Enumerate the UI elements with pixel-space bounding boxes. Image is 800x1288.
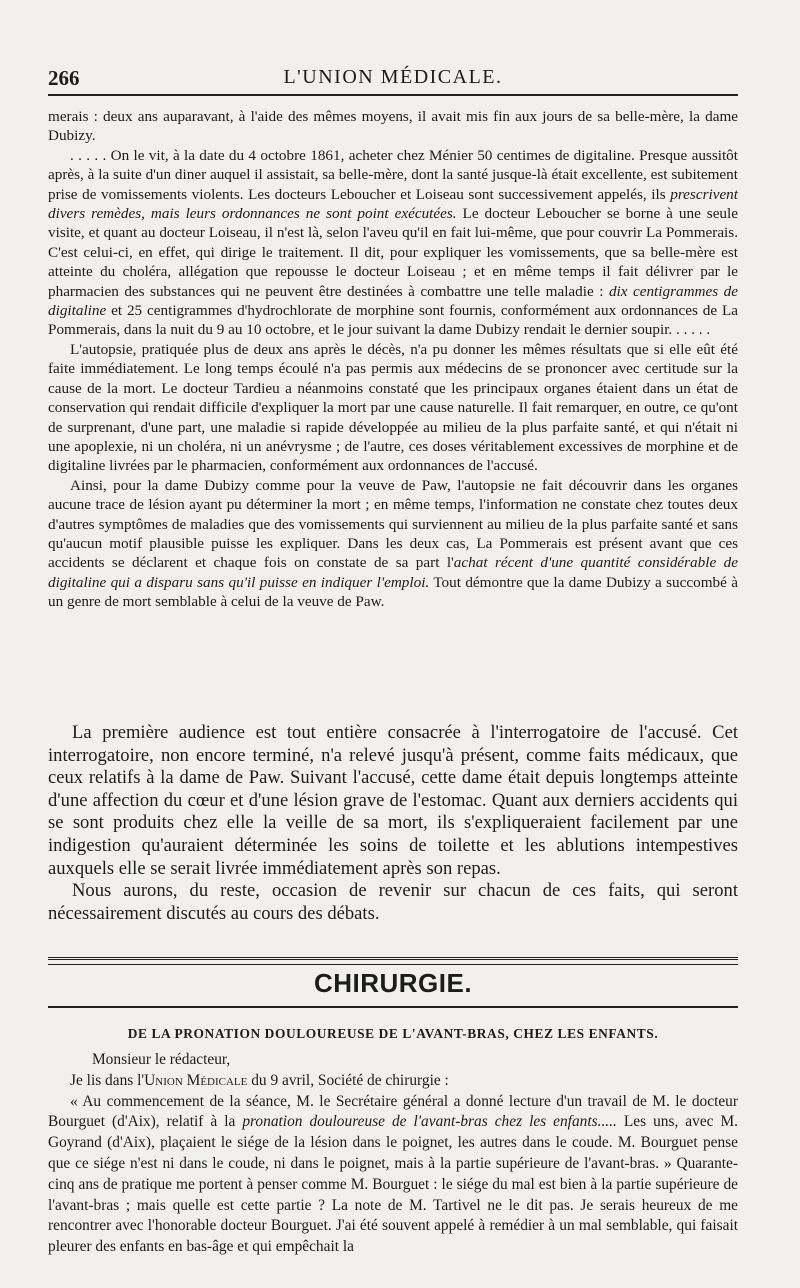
section-title: CHIRURGIE. xyxy=(313,968,473,998)
indictment-excerpt xyxy=(48,107,738,612)
paragraph-5: La première audience est tout entière consacrée à l'interrogatoire de l'accusé. Cet interrogatoire, non encore terminé, n'a relevé jusqu'à présent, comme faits médicaux, que ceux relatifs à la dame de Paw. Suivant l'accusé, cette dame était depuis longtemps atteinte d'une affection du cœur et d'une lésion grave de l'estomac. Quant aux derniers accidents qui se sont produits chez elle la veille de sa mort, ils s'expliqueraient facilement par une indigestion qu'auraient déterminée les soins de toilette et les ablutions intempestives auxquels elle se serait livrée immédiatement après son repas. xyxy=(48,722,738,879)
page-number: 266 xyxy=(48,66,80,90)
page-header xyxy=(48,64,738,92)
letter-line-1: Je lis dans l'Union Médicale du 9 avril, Société de chirurgie : xyxy=(70,1071,449,1089)
section-rule-bottom xyxy=(48,1006,738,1008)
section-rule-top xyxy=(48,957,738,965)
hearing-report xyxy=(48,722,738,925)
paragraph-3: L'autopsie, pratiquée plus de deux ans après le décès, n'a pu donner les mêmes résultats que si elle eût été faite immédiatement. Le long temps écoulé n'a pas permis aux médecins de se prononcer avec certitude sur la cause de la mort. Le docteur Tardieu a néanmoins constaté que les principaux organes étaient dans un état de conservation qui rendait difficile d'expliquer la mort par une cause naturelle. Il fait remarquer, en outre, ce qu'ont de surprenant, d'une part, une maladie si rapide développée au milieu de la plus parfaite santé, et qui n'était ni une apoplexie, ni un choléra, ni un anévrysme ; de l'autre, ces doses véritablement excessives de morphine et de digitaline livrées par le pharmacien, conformément aux ordonnances de l'accusé. xyxy=(48,340,738,475)
header-rule xyxy=(48,94,738,96)
paragraph-2: . . . . . On le vit, à la date du 4 octobre 1861, acheter chez Ménier 50 centimes de digitaline. Presque aussitôt après, à la suite d'un diner auquel il assistait, sa belle-mère, dont la santé jusque-là était excellente, est subitement prise de vomissements violents. Les docteurs Leboucher et Loiseau sont successivement appelés, ils prescrivent divers remèdes, mais leurs ordonnances ne sont point exécutées. Le docteur Leboucher se borne à une seule visite, et quant au docteur Loiseau, il n'est là, selon l'aveu qu'il en fait lui-même, que pour couvrir La Pommerais. C'est celui-ci, en effet, qui dirige le traitement. Il dit, pour expliquer les vomissements, que sa belle-mère est atteinte du choléra, allégation que repousse le docteur Loiseau ; et en même temps il fait délivrer par le pharmacien des substances qui ne peuvent être destinées à combattre une telle maladie : dix centigrammes de digitaline et 25 centigrammes d'hydrochlorate de morphine sont fournis, conformément aux ordonnances de La Pommerais, dans la nuit du 9 au 10 octobre, et le jour suivant la dame Dubizy rendait le dernier soupir. . . . . . xyxy=(48,146,739,339)
paragraph-1: merais : deux ans auparavant, à l'aide des mêmes moyens, il avait mis fin aux jours de sa belle-mère, la dame Dubizy. xyxy=(48,108,738,145)
paragraph-6: Nous aurons, du reste, occasion de revenir sur chacun de ces faits, qui seront nécessairement discutés au cours des débats. xyxy=(48,880,738,924)
letter-quote: « Au commencement de la séance, M. le Secrétaire général a donné lecture d'un travail de M. le docteur Bourguet (d'Aix), relatif à la pronation douloureuse de l'avant-bras chez les enfants..... Les uns, avec M. Goyrand (d'Aix), plaçaient le siége de la lésion dans le poignet, les autres dans le coude. M. Bourguet pense que ce siége n'est ni dans le coude, ni dans le poignet, mais à la partie supérieure de l'avant-bras. » Quarante-cinq ans de pratique me portent à penser comme M. Bourguet : le siége du mal est bien à la partie supérieure de l'avant-bras ; mais quelle est cette partie ? La note de M. Tartivel ne le dit pas. Je serais heureux de me rencontrer avec l'honorable docteur Bourguet. J'ai été souvent appelé à remédier à un mal semblable, qui faisait pleurer des enfants en bas-âge et qui empêchait la xyxy=(48,1092,739,1256)
running-title: L'UNION MÉDICALE. xyxy=(283,66,503,88)
paragraph-4: Ainsi, pour la dame Dubizy comme pour la veuve de Paw, l'autopsie ne fait découvrir dans les organes aucune trace de lésion ayant pu déterminer la mort ; en même temps, l'information ne constate chez toutes deux d'autres symptômes de maladies que des vomissements qui surviennent au milieu de la plus parfaite santé et sans qu'aucun motif plausible puisse les expliquer. Dans les deux cas, La Pommerais est présent avant que ces accidents se déclarent et chaque fois on constate de sa part l'achat récent d'une quantité considérable de digitaline qui a disparu sans qu'il puisse en indiquer l'emploi. Tout démontre que la dame Dubizy a succombé à un genre de mort semblable à celui de la veuve de Paw. xyxy=(48,476,738,611)
letter-body xyxy=(48,1050,738,1258)
article-title: DE LA PRONATION DOULOUREUSE DE L'AVANT-BRAS, CHEZ LES ENFANTS. xyxy=(127,1026,659,1041)
salutation: Monsieur le rédacteur, xyxy=(92,1051,231,1068)
